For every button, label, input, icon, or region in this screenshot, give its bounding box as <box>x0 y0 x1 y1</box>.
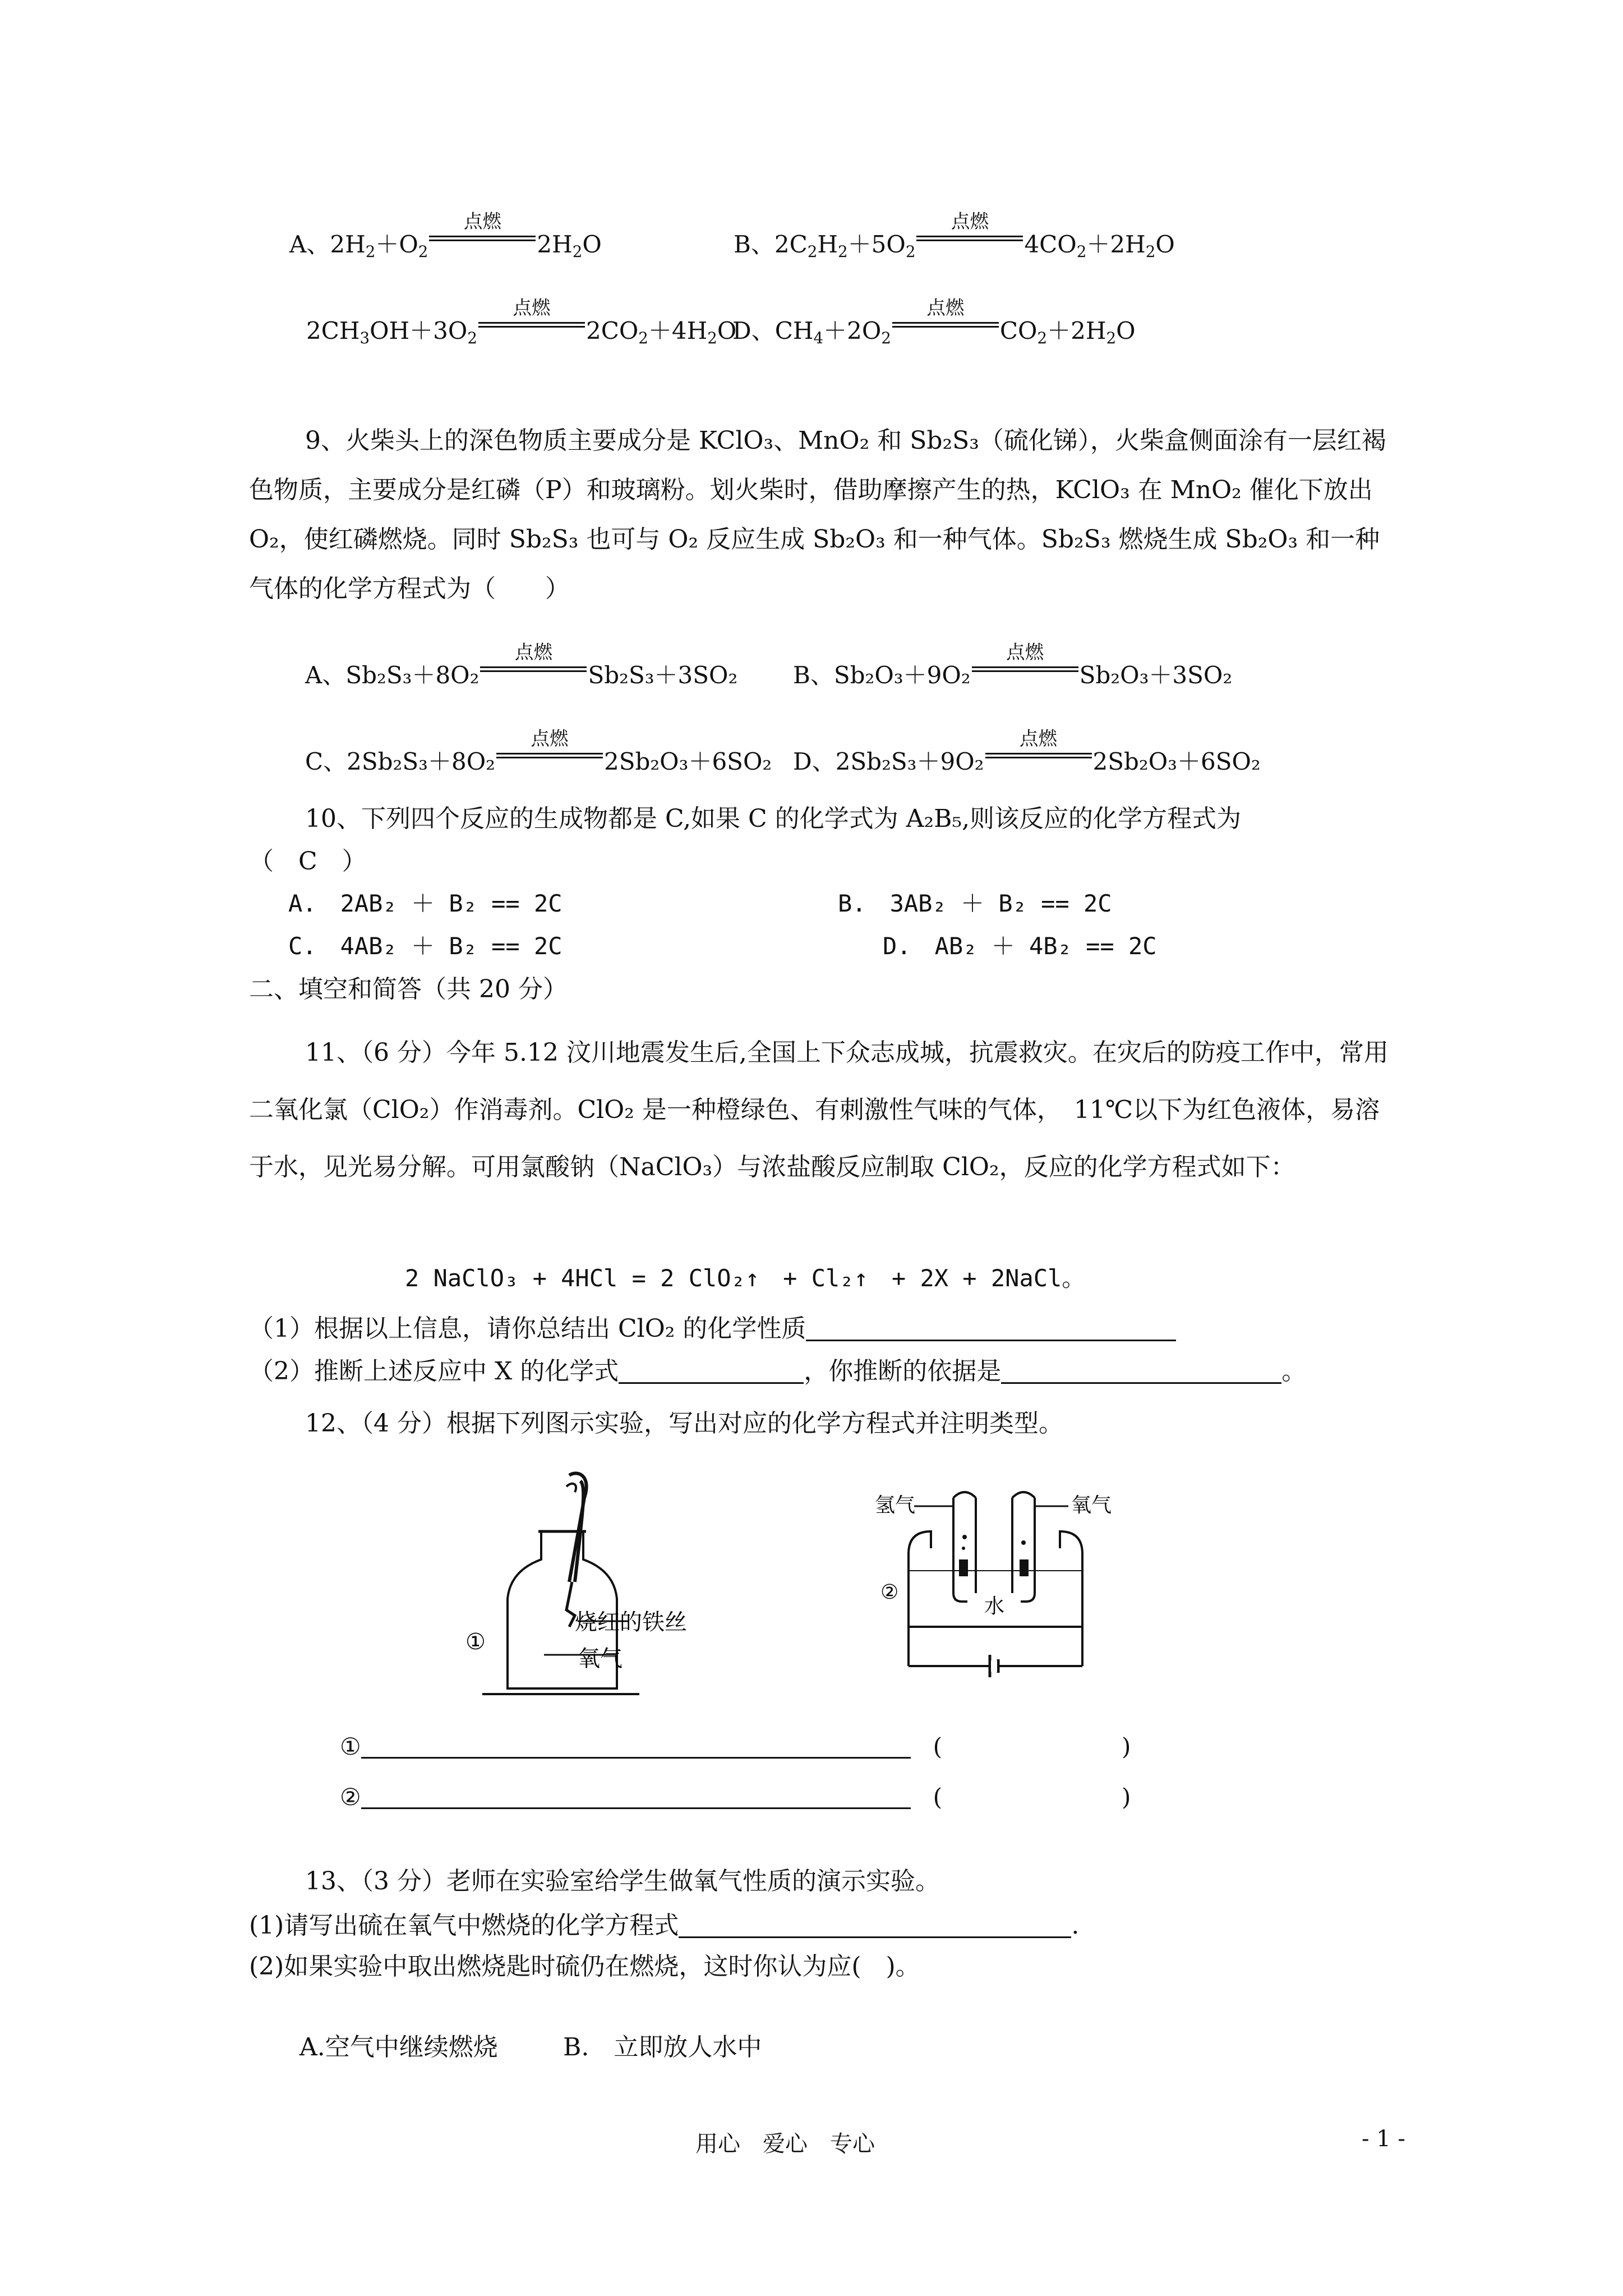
fig2-number: ② <box>880 1581 899 1604</box>
footer-motto: 用心 爱心 专心 <box>695 2131 875 2157</box>
q10-option-b: B. 3AB₂ ＋ B₂ == 2C <box>838 890 1112 917</box>
q9-stem: 9、火柴头上的深色物质主要成分是 KClO₃、MnO₂ 和 Sb₂S₃（硫化锑），火柴盒侧面涂有一层红褐色物质，主要成分是红磷（P）和玻璃粉。划火柴时，借助摩擦产生的热，KClO₃ 在 MnO₂ 催化下放出 O₂，使红磷燃烧。同时 Sb₂S₃ 也可与 O₂ 反应生成 Sb₂O₃ 和一种气体。Sb₂S₃ 燃烧生成 Sb₂O₃ 和一种气体的化学方程式为（ ） <box>249 426 1386 603</box>
fig1-label-oxygen: 氧气 <box>578 1646 623 1672</box>
q9-option-c: C、2Sb₂S₃＋8O₂ 点燃 2Sb₂O₃＋6SO₂ <box>305 727 772 775</box>
q12-answer-1: ① ( ) <box>340 1733 1131 1760</box>
q13-part1: (1)请写出硫在氧气中燃烧的化学方程式 . <box>249 1911 1080 1940</box>
q11-part2: （2）推断上述反应中 X 的化学式 ，你推断的依据是 。 <box>249 1357 1307 1386</box>
figure-water-electrolysis <box>875 1481 1189 1694</box>
fig1-number: ① <box>465 1629 486 1655</box>
q13-part2: (2)如果实验中取出燃烧匙时硫仍在燃烧，这时你认为应( )。 <box>249 1952 920 1981</box>
q8-option-a: A、$2H_2+O_2$ 点燃 $2H_2O$ <box>289 210 602 261</box>
q13-option-b: B. 立即放人水中 <box>563 2033 762 2062</box>
q11-part1: （1）根据以上信息，请你总结出 ClO₂ 的化学性质 <box>249 1315 1176 1341</box>
q9-option-d: D、2Sb₂S₃＋9O₂ 点燃 2Sb₂O₃＋6SO₂ <box>793 727 1261 775</box>
answer-blank[interactable] <box>361 1733 911 1759</box>
reaction-arrow: 点燃 <box>916 229 1023 252</box>
q13-stem: 13、（3 分）老师在实验室给学生做氧气性质的演示实验。 <box>305 1867 940 1895</box>
reaction-arrow: 点燃 <box>478 315 585 339</box>
reaction-arrow: 点燃 <box>972 660 1078 683</box>
q8-option-c: $2CH_3OH+3O_2$ 点燃 $2CO_2+4H_2O$ <box>306 296 737 347</box>
fig2-label-water: 水 <box>984 1595 1005 1618</box>
q10-answer: （ C ） <box>249 847 367 876</box>
reaction-arrow: 点燃 <box>892 315 999 339</box>
q8-option-b: B、$2C_2H_2+5O_2$ 点燃 $4CO_2+2H_2O$ <box>734 210 1175 261</box>
q9-option-a: A、Sb₂S₃＋8O₂ 点燃 Sb₂S₃＋3SO₂ <box>305 641 738 689</box>
answer-blank[interactable] <box>679 1912 1071 1938</box>
fig2-label-hydrogen: 氢气 <box>875 1494 916 1517</box>
reaction-arrow: 点燃 <box>480 660 587 683</box>
q12-answer-2: ② ( ) <box>340 1783 1131 1811</box>
fig1-label-wire: 烧红的铁丝 <box>575 1609 687 1635</box>
reaction-arrow: 点燃 <box>429 229 536 252</box>
q10-option-a: A. 2AB₂ ＋ B₂ == 2C <box>288 890 562 917</box>
reaction-arrow: 点燃 <box>496 746 603 770</box>
q10-option-c: C. 4AB₂ ＋ B₂ == 2C <box>288 932 562 960</box>
q11-stem: 11、（6 分）今年 5.12 汶川地震发生后,全国上下众志成城，抗震救灾。在灾后的防疫工作中，常用二氧化氯（ClO₂）作消毒剂。ClO₂ 是一种橙绿色、有刺激性气味的气体， 11℃以下为红色液体，易溶于水，见光易分解。可用氯酸钠（NaClO₃）与浓盐酸反应制取 ClO₂，反应的化学方程式如下： <box>249 1038 1389 1181</box>
reaction-arrow: 点燃 <box>985 746 1092 770</box>
fig2-label-oxygen: 氧气 <box>1071 1494 1112 1517</box>
q9-option-b: B、Sb₂O₃＋9O₂ 点燃 Sb₂O₃＋3SO₂ <box>793 641 1233 689</box>
section-title: 二、填空和简答（共 20 分） <box>249 975 568 1004</box>
q10-option-d: D. AB₂ ＋ 4B₂ == 2C <box>883 932 1157 960</box>
q12-stem: 12、（4 分）根据下列图示实验，写出对应的化学方程式并注明类型。 <box>305 1409 1063 1438</box>
figure-iron-wire-combustion <box>460 1464 774 1711</box>
q10-stem: 10、下列四个反应的生成物都是 C,如果 C 的化学式为 A₂B₅,则该反应的化学方程式为 <box>305 804 1242 833</box>
answer-blank[interactable] <box>806 1315 1176 1341</box>
answer-blank[interactable] <box>619 1358 804 1384</box>
q11-equation: 2 NaClO₃ + 4HCl = 2 ClO₂↑ + Cl₂↑ + 2X + 2NaCl。 <box>405 1264 1086 1292</box>
q13-option-a: A.空气中继续燃烧 <box>299 2033 498 2062</box>
page-number: - 1 - <box>1362 2126 1405 2152</box>
q8-option-d: D、$CH_4+2O_2$ 点燃 $CO_2+2H_2O$ <box>732 296 1136 347</box>
answer-blank[interactable] <box>361 1784 911 1809</box>
answer-blank[interactable] <box>1001 1358 1281 1384</box>
